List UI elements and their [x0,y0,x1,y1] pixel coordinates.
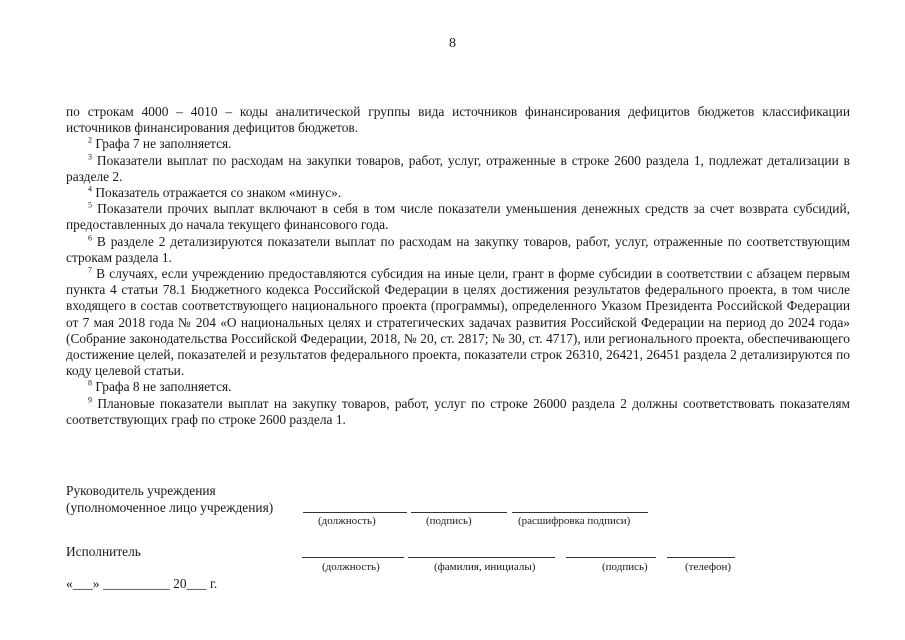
head-label: Руководитель учреждения [66,483,216,498]
footnote-7: $^7$ В случаях, если учреждению предоставляются субсидия на иные цели, грант в форме субсидии в соответствии с абзацем первым пункта 4 статьи 78.1 Бюджетного кодекса Российской Федерации в целях достижения результатов федерального проекта, в том числе входящего в состав соответствующего национального проекта (программы), определенного Указом Президента Российской Федерации от 7 мая 2018 года № 204 «О национальных целях и стратегических задачах развития Российской Федерации на период до 2024 года» (Собрание законодательства Российской Федерации, 2018, № 20, ст. 2817; № 30, ст. 4717), или регионального проекта, обеспечивающего достижение целей, показателей и результатов федерального проекта, показатели строк 26310, 26421, 26451 раздела 2 детализируются по коду целевой статьи. [66,265,850,379]
executor-caption-phone: (телефон) [685,561,732,573]
executor-caption-name: (фамилия, инициалы) [434,561,536,573]
executor-signature-line [566,557,656,558]
executor-phone-line [667,557,735,558]
footnotes-block [66,104,850,428]
footnote-4: $^4$ Показатель отражается со знаком «минус». [88,184,342,201]
head-position-line [303,512,407,513]
head-caption-position: (должность) [318,515,376,527]
executor-position-line [302,557,404,558]
executor-caption-position: (должность) [322,561,380,573]
footnote-8: $^8$ Графа 8 не заполняется. [88,378,232,395]
executor-label: Исполнитель [66,544,141,559]
footnote-2: $^2$ Графа 7 не заполняется. [88,135,232,152]
executor-caption-signature: (подпись) [602,561,648,573]
footnote-9: $^9$ Плановые показатели выплат на закупку товаров, работ, услуг по строке 26000 раздела 2 должны соответствовать показателям соответствующих граф по строке 2600 раздела 1. [66,395,850,427]
date-line: «___» __________ 20___ г. [66,576,218,591]
page-number: 8 [449,36,456,51]
head-name-line [512,512,648,513]
head-caption-name: (расшифровка подписи) [518,515,631,527]
head-label-authorized: (уполномоченное лицо учреждения) [66,500,274,515]
footnote-6: $^6$ В разделе 2 детализируются показатели выплат по расходам на закупку товаров, работ, услуг, отраженные по соответствующим строкам раздела 1. [66,233,850,265]
footnote-3: $^3$ Показатели выплат по расходам на закупки товаров, работ, услуг, отраженные в строке 2600 раздела 1, подлежат детализации в разделе 2. [66,152,850,184]
head-signature-line [411,512,507,513]
footnote-1-continuation: по строкам 4000 – 4010 – коды аналитической группы вида источников финансирования дефицитов бюджетов классификации источников финансирования дефицитов бюджетов. [66,104,850,136]
footnote-5: $^5$ Показатели прочих выплат включают в себя в том числе показатели уменьшения денежных средств за счет возврата субсидий, предоставленных до начала текущего финансового года. [66,200,850,233]
head-caption-signature: (подпись) [426,515,472,527]
executor-name-line [408,557,555,558]
